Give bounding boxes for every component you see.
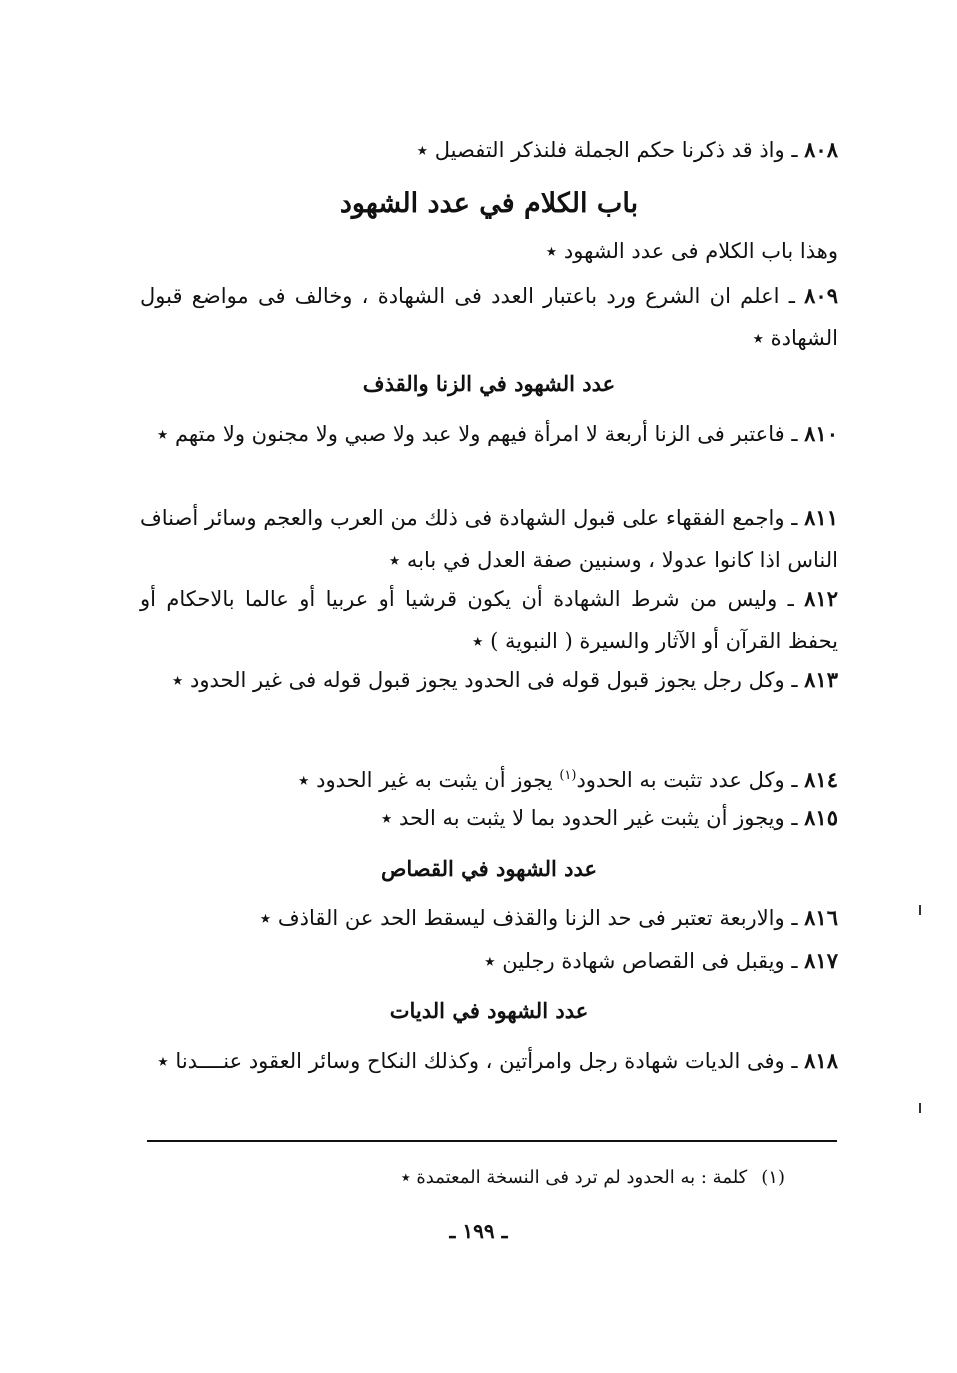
paragraph-text: ـ واذ قد ذكرنا حكم الجملة فلنذكر التفصيل ٭: [416, 138, 805, 162]
paragraph-text: ـ فاعتبر فى الزنا أربعة لا امرأة فيهم ولا عبد ولا صبي ولا مجنون ولا متهم ٭: [156, 422, 805, 446]
paragraph-number: ٨١٢: [804, 586, 838, 611]
paragraph-814: [140, 755, 838, 801]
paragraph-808: [140, 129, 838, 171]
scan-speck: [919, 1103, 921, 1113]
paragraph-number: ٨١١: [804, 505, 838, 530]
paragraph-810: [140, 413, 838, 455]
chapter-heading: باب الكلام في عدد الشهود: [339, 188, 639, 219]
paragraph-number: ٨١٠: [804, 421, 838, 446]
page-number: ـ ١٩٩ ـ: [449, 1219, 508, 1243]
paragraph-text: ـ وكل رجل يجوز قبول قوله فى الحدود يجوز قبول قوله فى غير الحدود ٭: [171, 668, 805, 692]
paragraph-text: ـ اعلم ان الشرع ورد باعتبار العدد فى الشهادة ، وخالف فى مواضع قبول الشهادة ٭: [140, 284, 838, 350]
paragraph-text: ـ واجمع الفقهاء على قبول الشهادة فى ذلك من العرب والعجم وسائر أصناف الناس اذا كانوا عدولا ، وسنبين صفة العدل في بابه ٭: [140, 506, 838, 572]
scan-speck: [919, 905, 921, 915]
footnote: [140, 1167, 785, 1188]
paragraph-text: ـ ويجوز أن يثبت غير الحدود بما لا يثبت به الحد ٭: [380, 806, 805, 830]
section-heading-qisas: عدد الشهود في القصاص: [380, 856, 598, 881]
paragraph-number: ٨١٤: [804, 767, 838, 792]
paragraph-number: ٨١٦: [804, 905, 838, 930]
section-heading-diyat: عدد الشهود في الديات: [389, 998, 589, 1023]
paragraph-817: [140, 940, 838, 982]
paragraph-text: ـ وفى الديات شهادة رجل وامرأتين ، وكذلك النكاح وسائر العقود عنــــدنا ٭: [157, 1049, 805, 1073]
paragraph-text: وهذا باب الكلام فى عدد الشهود ٭: [545, 239, 838, 263]
footnote-marker: (١): [761, 1167, 785, 1188]
footnote-reference: (١): [559, 768, 577, 783]
paragraph-number: ٨١٣: [804, 667, 838, 692]
paragraph-816: [140, 897, 838, 939]
paragraph-813: [140, 659, 838, 701]
footnote-text: كلمة : به الحدود لم ترد فى النسخة المعتمدة ٭: [400, 1167, 748, 1188]
paragraph-812: [140, 578, 838, 662]
paragraph-818: [140, 1040, 838, 1082]
paragraph-809: [140, 275, 838, 359]
paragraph-intro: [140, 230, 838, 272]
paragraph-number: ٨١٥: [804, 805, 838, 830]
footnote-separator: [147, 1140, 837, 1142]
paragraph-811: [140, 497, 838, 581]
paragraph-number: ٨٠٨: [804, 137, 838, 162]
paragraph-text: ـ ويقبل فى القصاص شهادة رجلين ٭: [484, 949, 805, 973]
paragraph-number: ٨١٧: [804, 948, 838, 973]
paragraph-text: ـ وكل عدد تثبت به الحدود: [576, 768, 805, 792]
paragraph-text: يجوز أن يثبت به غير الحدود ٭: [298, 768, 560, 792]
paragraph-number: ٨١٨: [804, 1048, 838, 1073]
paragraph-text: ـ والاربعة تعتبر فى حد الزنا والقذف ليسقط الحد عن القاذف ٭: [259, 906, 805, 930]
paragraph-text: ـ وليس من شرط الشهادة أن يكون قرشيا أو عربيا أو عالما بالاحكام أو يحفظ القرآن أو الآثار والسيرة ( النبوية ) ٭: [140, 587, 838, 653]
section-heading-zina: عدد الشهود في الزنا والقذف: [362, 371, 616, 396]
paragraph-number: ٨٠٩: [804, 283, 838, 308]
paragraph-815: [140, 797, 838, 839]
